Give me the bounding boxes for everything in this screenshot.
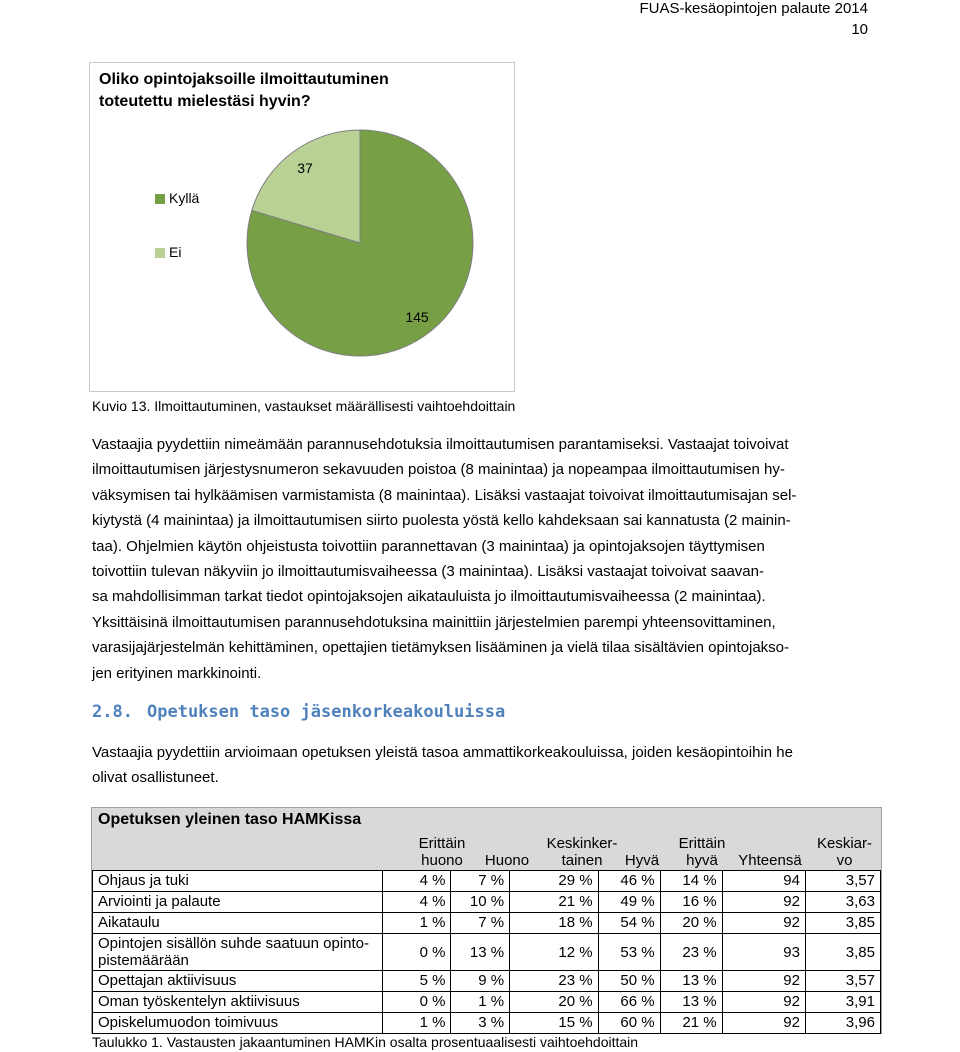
- column-header: Keskinker- tainen: [546, 835, 618, 869]
- table-cell: 7 %: [451, 871, 510, 892]
- row-label: Opettajan aktiivisuus: [93, 971, 383, 992]
- table-cell: 13 %: [660, 992, 722, 1013]
- table-cell: 20 %: [510, 992, 598, 1013]
- table-cell: 7 %: [451, 913, 510, 934]
- column-header: Huono: [484, 852, 530, 869]
- table-cell: 50 %: [598, 971, 660, 992]
- table-cell: 21 %: [510, 892, 598, 913]
- table-cell: 3,85: [805, 913, 880, 934]
- table-cell: 3,96: [805, 1013, 880, 1034]
- table-cell: 54 %: [598, 913, 660, 934]
- table-cell: 20 %: [660, 913, 722, 934]
- table-row: [93, 892, 881, 913]
- table-row: [93, 1013, 881, 1034]
- table-cell: 9 %: [451, 971, 510, 992]
- table-cell: 14 %: [660, 871, 722, 892]
- table-cell: 60 %: [598, 1013, 660, 1034]
- table-cell: 1 %: [383, 913, 451, 934]
- table-row: [93, 971, 881, 992]
- row-label: Opiskelumuodon toimivuus: [93, 1013, 383, 1034]
- results-table-block: [91, 807, 882, 1034]
- chart-title-line: Oliko opintojaksoille ilmoittautuminen: [99, 71, 389, 88]
- table-cell: 13 %: [660, 971, 722, 992]
- table-cell: 15 %: [510, 1013, 598, 1034]
- table-cell: 23 %: [510, 971, 598, 992]
- page-number: 10: [851, 21, 868, 38]
- table-cell: 3,85: [805, 934, 880, 971]
- table-cell: 3,57: [805, 971, 880, 992]
- table-cell: 23 %: [660, 934, 722, 971]
- table-cell: 4 %: [383, 892, 451, 913]
- table-cell: 66 %: [598, 992, 660, 1013]
- table-cell: 16 %: [660, 892, 722, 913]
- table-row: [93, 871, 881, 892]
- table-row: [93, 934, 881, 971]
- figure-caption: Kuvio 13. Ilmoittautuminen, vastaukset määrällisesti vaihtoehdoittain: [92, 398, 516, 414]
- column-header: Erittäin hyvä: [678, 835, 726, 869]
- table-cell: 1 %: [451, 992, 510, 1013]
- table-cell: 92: [722, 971, 805, 992]
- legend-swatch: [155, 194, 165, 204]
- data-label: 37: [297, 160, 313, 176]
- column-header: Hyvä: [624, 852, 660, 869]
- column-header: Erittäin huono: [418, 835, 466, 869]
- table-row: [93, 992, 881, 1013]
- section-number: 2.8.: [92, 702, 133, 722]
- row-label: Opintojen sisällön suhde saatuun opinto- pistemäärään: [93, 934, 383, 971]
- table-cell: 92: [722, 913, 805, 934]
- table-title: Opetuksen yleinen taso HAMKissa: [98, 811, 362, 828]
- table-cell: 93: [722, 934, 805, 971]
- table-caption: Taulukko 1. Vastausten jakaantuminen HAMKin osalta prosentuaalisesti vaihtoehdoittain: [92, 1034, 639, 1050]
- table-cell: 21 %: [660, 1013, 722, 1034]
- table-cell: 3 %: [451, 1013, 510, 1034]
- section-heading: [92, 702, 505, 722]
- table-cell: 0 %: [383, 992, 451, 1013]
- table-cell: 92: [722, 892, 805, 913]
- table-cell: 18 %: [510, 913, 598, 934]
- document-header-title: FUAS-kesäopintojen palaute 2014: [639, 0, 868, 17]
- data-label: 145: [405, 309, 429, 325]
- legend-swatch: [155, 248, 165, 258]
- legend-label: Kyllä: [169, 190, 200, 206]
- table-cell: 92: [722, 1013, 805, 1034]
- table-row: [93, 913, 881, 934]
- table-cell: 13 %: [451, 934, 510, 971]
- table-cell: 53 %: [598, 934, 660, 971]
- body-paragraph: Vastaajia pyydettiin arvioimaan opetuksen yleistä tasoa ammattikorkeakouluissa, joiden kesäopintoihin he olivat osallistuneet.: [92, 744, 793, 787]
- legend-label: Ei: [169, 244, 182, 260]
- body-paragraph: Vastaajia pyydettiin nimeämään parannusehdotuksia ilmoittautumisen parantamiseksi. Vastaajat toivoivat ilmoittautumisen järjestysnumeron sekavuuden poistoa (8 mainintaa) ja nopeampaa ilmoittautumisen hy- väksymisen tai hylkäämisen varmistamista (8 mainintaa). Lisäksi vastaajat toivoivat ilmoittautumisajan sel- kiytystä (4 mainintaa) ja ilmoittautumisen siirto puolesta yöstä kello kahdeksaan sai kannatusta (2 mainin- taa). Ohjelmien käytön ohjeistusta toivottiin parannettavan (3 mainintaa) ja opintojaksojen täyttymisen toivottiin tulevan näkyviin jo ilmoittautumisvaiheessa (3 mainintaa). Lisäksi vastaajat toivoivat saavan- sa mahdollisimman tarkat tiedot opintojaksojen aikatauluista jo ilmoittautumisvaiheessa (2 mainintaa). Yksittäisinä ilmoittautumisen parannusehdotuksina mainittiin järjestelmien parempi yhteensovittaminen, varasijajärjestelmän kehittäminen, opettajien tietämyksen lisääminen ja vielä tilaa sisältävien opintojakso- jen erityinen markkinointi.: [92, 436, 797, 682]
- row-label: Ohjaus ja tuki: [93, 871, 383, 892]
- results-table: [92, 870, 881, 1034]
- table-cell: 5 %: [383, 971, 451, 992]
- row-label: Oman työskentelyn aktiivisuus: [93, 992, 383, 1013]
- table-cell: 29 %: [510, 871, 598, 892]
- row-label: Aikataulu: [93, 913, 383, 934]
- column-header: Yhteensä: [738, 852, 802, 869]
- table-cell: 3,63: [805, 892, 880, 913]
- table-cell: 3,91: [805, 992, 880, 1013]
- row-label: Arviointi ja palaute: [93, 892, 383, 913]
- table-cell: 94: [722, 871, 805, 892]
- table-cell: 92: [722, 992, 805, 1013]
- section-title: Opetuksen taso jäsenkorkeakouluissa: [147, 702, 506, 722]
- table-cell: 49 %: [598, 892, 660, 913]
- column-header: Keskiar- vo: [816, 835, 872, 869]
- table-cell: 46 %: [598, 871, 660, 892]
- pie-chart-frame: [89, 62, 515, 392]
- table-cell: 3,57: [805, 871, 880, 892]
- table-cell: 4 %: [383, 871, 451, 892]
- table-cell: 12 %: [510, 934, 598, 971]
- table-cell: 0 %: [383, 934, 451, 971]
- table-cell: 10 %: [451, 892, 510, 913]
- chart-title-line: toteutettu mielestäsi hyvin?: [99, 93, 311, 110]
- table-cell: 1 %: [383, 1013, 451, 1034]
- pie-chart: [90, 63, 514, 391]
